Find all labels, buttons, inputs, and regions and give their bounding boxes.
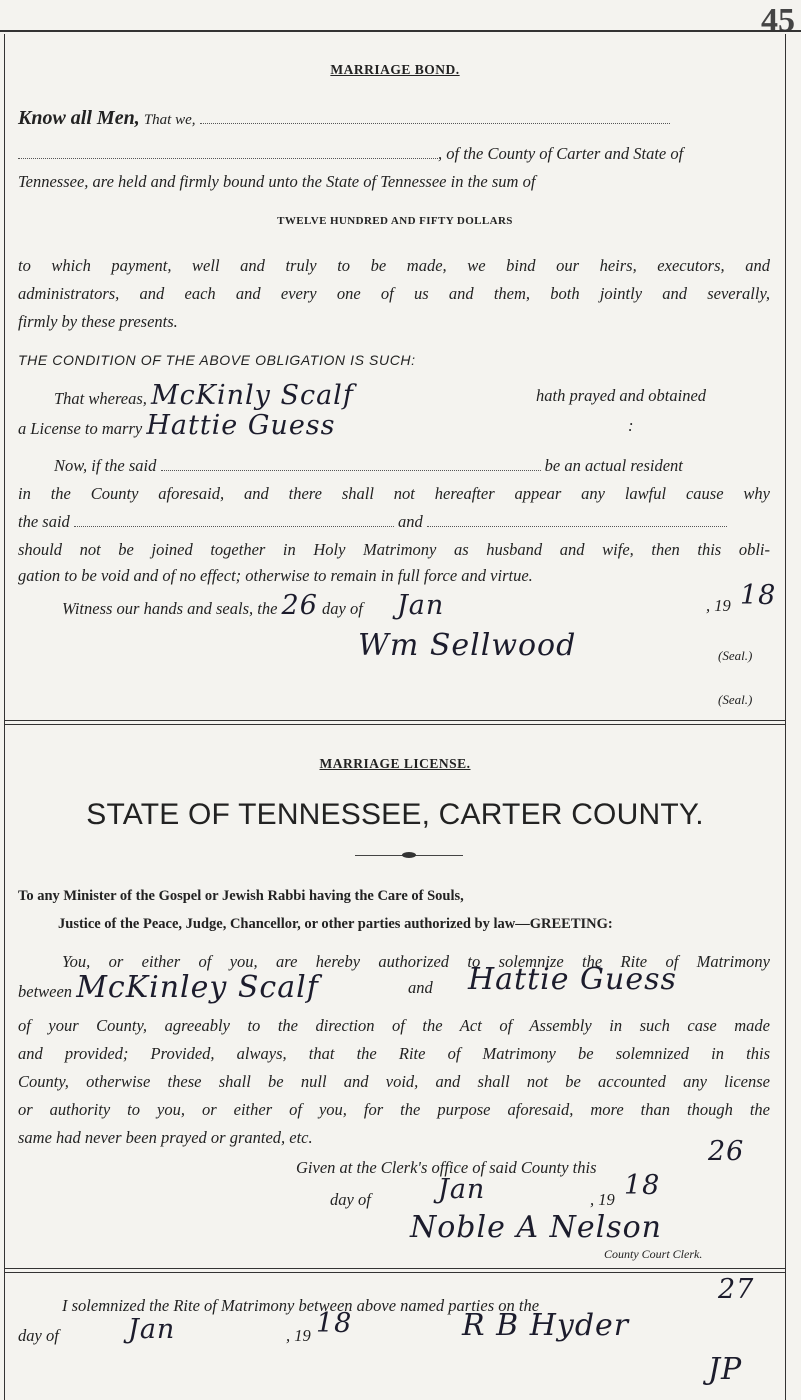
know-all-men: Know all Men, — [18, 107, 140, 129]
clerk-title: County Court Clerk. — [604, 1247, 703, 1261]
top-rule — [0, 30, 801, 32]
license-day-of: day of — [330, 1190, 371, 1209]
return-year-prefix: , 19 — [286, 1326, 311, 1345]
bond-heading: MARRIAGE BOND. — [330, 62, 460, 77]
bond-signature: Wm Sellwood — [358, 628, 577, 663]
the-said-and: and — [398, 512, 423, 531]
page-number: 45 — [761, 2, 795, 39]
witness-text: Witness our hands and seals, the — [62, 599, 278, 618]
now-if-blank — [161, 456, 541, 471]
now-if-line — [18, 456, 770, 476]
the-said-blank — [74, 512, 394, 527]
bond-signature-line — [18, 628, 770, 663]
license-groom-handwritten: McKinley Scalf — [76, 970, 319, 1005]
county-line: , of the County of Carter and State of — [438, 144, 684, 163]
gation-line: gation to be void and of no effect; otherwise to remain in full force and virtue. — [18, 566, 533, 585]
state-title: STATE OF TENNESSEE, CARTER COUNTY. — [86, 798, 704, 831]
between-line — [18, 962, 770, 1005]
page-frame — [4, 34, 786, 1400]
license-to-marry-line — [18, 410, 770, 441]
payment-line-1: to which payment, well and truly to be made, we bind our heirs, executors, and — [18, 256, 770, 275]
clerk-signature: Noble A Nelson — [410, 1210, 662, 1245]
you-either-line: You, or either of you, are hereby authorized to solemnize the Rite of Matrimony — [62, 952, 770, 971]
bond-month-handwritten: Jan — [396, 590, 445, 621]
solemnized-text: I solemnized the Rite of Matrimony between above named parties on the — [62, 1296, 540, 1315]
parties-blank — [200, 109, 670, 124]
license-and: and — [408, 978, 433, 997]
now-if-said: Now, if the said — [54, 456, 157, 475]
license-to-marry: a License to marry — [18, 419, 143, 438]
license-bride-handwritten: Hattie Guess — [468, 962, 677, 997]
license-year-handwritten: 18 — [624, 1170, 661, 1201]
bond-groom-signature: McKinly Scalf — [151, 380, 354, 411]
license-body-2: and provided; Provided, always, that the Rite of Matrimony be solemnized in this — [18, 1044, 770, 1063]
parties-blank-2 — [18, 144, 438, 159]
bond-line-1 — [18, 108, 770, 130]
bond-bride-signature: Hattie Guess — [146, 410, 336, 441]
actual-resident: be an actual resident — [544, 456, 683, 475]
whereas-line — [18, 380, 770, 411]
given-day-handwritten: 26 — [708, 1136, 745, 1167]
given-at: Given at the Clerk's office of said County this — [296, 1158, 597, 1177]
the-said: the said — [18, 512, 70, 531]
county-aforesaid-line: in the County aforesaid, and there shall not hereafter appear any lawful cause why — [18, 484, 770, 503]
officiant-signature: R B Hyder — [462, 1308, 630, 1343]
license-body-1: of your County, agreeably to the direction of the Act of Assembly in such case made — [18, 1016, 770, 1035]
return-day-handwritten: 27 — [718, 1274, 755, 1305]
bond-year-handwritten: 18 — [740, 580, 777, 611]
the-said-line — [18, 512, 770, 532]
license-body-5: same had never been prayed or granted, etc. — [18, 1128, 313, 1147]
seal-2: (Seal.) — [718, 692, 753, 707]
section-divider-1 — [4, 720, 785, 725]
bond-line-2 — [18, 144, 770, 164]
license-body-3: County, otherwise these shall be null and void, and shall not be accounted any license — [18, 1072, 770, 1091]
condition-heading: THE CONDITION OF THE ABOVE OBLIGATION IS SUCH: — [18, 352, 416, 368]
return-month-handwritten: Jan — [128, 1314, 176, 1345]
license-heading: MARRIAGE LICENSE. — [319, 756, 471, 771]
license-year-prefix: , 19 — [590, 1190, 615, 1209]
license-body-4: or authority to you, or either of you, for the purpose aforesaid, more than though the — [18, 1100, 770, 1119]
ornament-dot — [402, 852, 416, 858]
payment-line-2: administrators, and each and every one of us and them, both jointly and severally, — [18, 284, 770, 303]
bond-day-of: day of — [322, 599, 363, 618]
seal-1: (Seal.) — [718, 648, 753, 663]
and-blank — [427, 512, 727, 527]
bond-day-handwritten: 26 — [281, 590, 318, 621]
between-word: between — [18, 982, 73, 1001]
that-we: That we, — [143, 112, 196, 128]
tennessee-line: Tennessee, are held and firmly bound unto the State of Tennessee in the sum of — [18, 172, 536, 191]
bond-amount: TWELVE HUNDRED AND FIFTY DOLLARS — [277, 215, 513, 227]
officiant-title: JP — [708, 1352, 743, 1387]
justice-greeting: Justice of the Peace, Judge, Chancellor, or other parties authorized by law—GREETING: — [58, 916, 613, 932]
marry-colon: : — [628, 416, 634, 435]
section-divider-2 — [4, 1268, 785, 1273]
license-month-handwritten: Jan — [438, 1174, 486, 1205]
return-day-line — [18, 1308, 770, 1346]
return-year-handwritten: 18 — [316, 1308, 353, 1339]
to-any-minister: To any Minister of the Gospel or Jewish Rabbi having the Care of Souls, — [18, 888, 464, 904]
that-whereas: That whereas, — [54, 389, 147, 408]
bond-year-prefix: , 19 — [706, 596, 731, 615]
should-not-line: should not be joined together in Holy Matrimony as husband and wife, then this obli- — [18, 540, 770, 559]
solemnized-line — [18, 1274, 770, 1316]
payment-line-3: firmly by these presents. — [18, 312, 178, 331]
witness-line — [18, 580, 777, 621]
return-day-of: day of — [18, 1326, 59, 1345]
prayed-obtained: hath prayed and obtained — [536, 386, 707, 405]
